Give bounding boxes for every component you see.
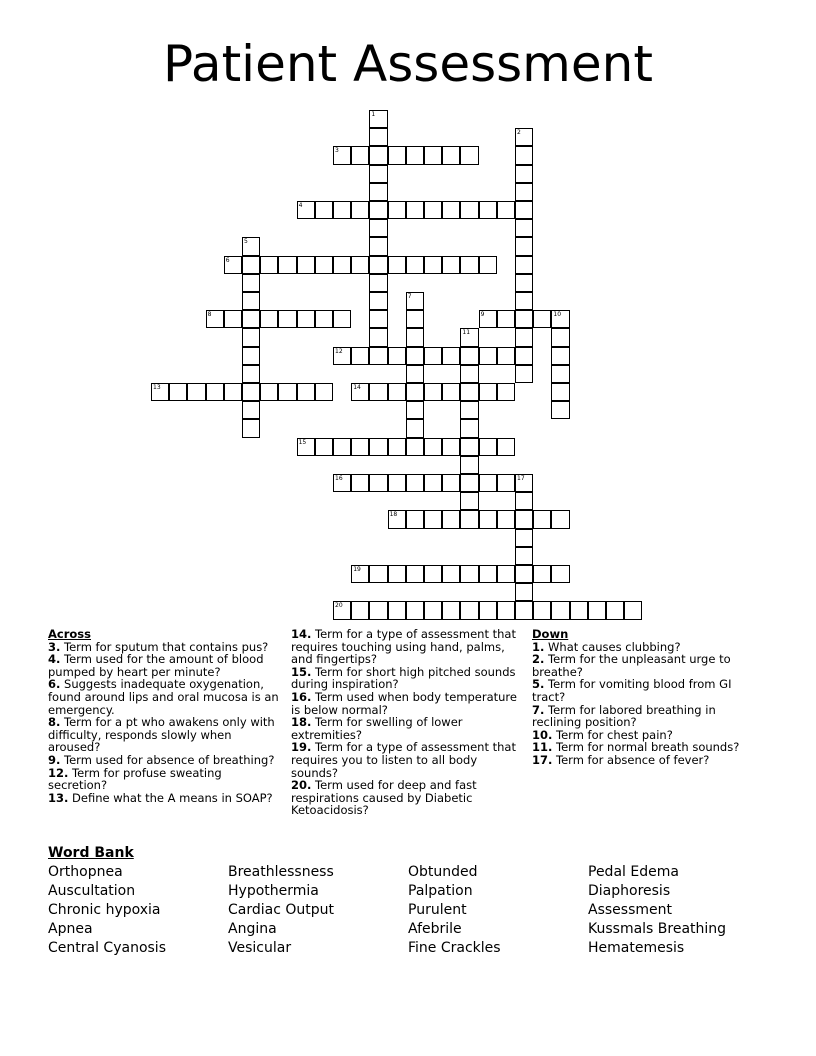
crossword-cell[interactable] bbox=[515, 274, 533, 292]
across-clue bbox=[291, 741, 527, 779]
crossword-cell[interactable] bbox=[497, 438, 515, 456]
crossword-cell[interactable] bbox=[479, 438, 497, 456]
crossword-cell[interactable] bbox=[242, 383, 260, 401]
clue-number: 17. bbox=[532, 752, 553, 767]
crossword-cell[interactable] bbox=[497, 474, 515, 492]
crossword-cell[interactable] bbox=[479, 201, 497, 219]
clue-text: Term used for absence of breathing? bbox=[60, 752, 275, 767]
clue-text: Term for sputum that contains pus? bbox=[60, 639, 269, 654]
clue-number: 12. bbox=[48, 765, 69, 780]
crossword-cell[interactable] bbox=[497, 201, 515, 219]
clue-text: Term for the unpleasant urge to breathe? bbox=[532, 652, 731, 679]
crossword-cell[interactable] bbox=[551, 328, 569, 346]
crossword-cell[interactable] bbox=[479, 565, 497, 583]
crossword-cell[interactable] bbox=[224, 310, 242, 328]
word-bank-column bbox=[48, 863, 166, 958]
crossword-cell[interactable] bbox=[406, 347, 424, 365]
crossword-cell[interactable] bbox=[351, 146, 369, 164]
crossword-cell[interactable] bbox=[242, 310, 260, 328]
cell-number: 1 bbox=[371, 111, 376, 118]
crossword-cell[interactable] bbox=[460, 201, 478, 219]
crossword-cell[interactable] bbox=[406, 438, 424, 456]
crossword-cell[interactable] bbox=[551, 601, 569, 619]
clue-text: Term for swelling of lower extremities? bbox=[291, 715, 463, 742]
clue-text: Term for normal breath sounds? bbox=[552, 740, 740, 755]
clue-number: 10. bbox=[532, 727, 553, 742]
crossword-cell[interactable] bbox=[406, 383, 424, 401]
crossword-cell[interactable] bbox=[388, 201, 406, 219]
crossword-cell[interactable] bbox=[533, 565, 551, 583]
crossword-cell[interactable] bbox=[515, 201, 533, 219]
crossword-cell[interactable] bbox=[406, 201, 424, 219]
crossword-cell[interactable] bbox=[333, 347, 351, 365]
word-bank-item: Central Cyanosis bbox=[48, 940, 166, 956]
crossword-cell[interactable] bbox=[388, 474, 406, 492]
crossword-cell[interactable] bbox=[551, 383, 569, 401]
across-clue bbox=[48, 678, 280, 716]
cell-number: 18 bbox=[389, 511, 398, 519]
word-bank-item: Fine Crackles bbox=[408, 940, 501, 956]
crossword-cell[interactable] bbox=[333, 256, 351, 274]
down-heading: Down bbox=[532, 627, 569, 641]
crossword-cell[interactable] bbox=[551, 365, 569, 383]
crossword-cell[interactable] bbox=[460, 256, 478, 274]
crossword-cell[interactable] bbox=[424, 510, 442, 528]
crossword-cell[interactable] bbox=[460, 456, 478, 474]
crossword-cell[interactable] bbox=[369, 383, 387, 401]
crossword-cell[interactable] bbox=[369, 565, 387, 583]
crossword-cell[interactable] bbox=[497, 565, 515, 583]
crossword-cell[interactable] bbox=[460, 601, 478, 619]
crossword-cell[interactable] bbox=[460, 328, 478, 346]
crossword-cell[interactable] bbox=[351, 474, 369, 492]
crossword-cell[interactable] bbox=[369, 347, 387, 365]
crossword-cell[interactable] bbox=[442, 256, 460, 274]
crossword-cell[interactable] bbox=[369, 310, 387, 328]
crossword-cell[interactable] bbox=[497, 383, 515, 401]
cell-number: 10 bbox=[553, 311, 562, 319]
crossword-cell[interactable] bbox=[369, 274, 387, 292]
crossword-cell[interactable] bbox=[515, 310, 533, 328]
crossword-cell[interactable] bbox=[515, 529, 533, 547]
crossword-cell[interactable] bbox=[369, 328, 387, 346]
crossword-cell[interactable] bbox=[369, 110, 387, 128]
crossword-cell[interactable] bbox=[442, 601, 460, 619]
crossword-cell[interactable] bbox=[460, 492, 478, 510]
crossword-cell[interactable] bbox=[406, 601, 424, 619]
cell-number: 11 bbox=[462, 329, 471, 337]
crossword-cell[interactable] bbox=[515, 165, 533, 183]
crossword-cell[interactable] bbox=[351, 256, 369, 274]
crossword-cell[interactable] bbox=[424, 474, 442, 492]
across-clue bbox=[291, 628, 527, 666]
crossword-cell[interactable] bbox=[460, 419, 478, 437]
clue-number: 14. bbox=[291, 627, 312, 641]
cell-number: 19 bbox=[353, 566, 361, 573]
crossword-cell[interactable] bbox=[515, 365, 533, 383]
crossword-cell[interactable] bbox=[333, 201, 351, 219]
clue-number: 4. bbox=[48, 652, 61, 667]
clue-text: Term for profuse sweating secretion? bbox=[48, 765, 222, 793]
crossword-cell[interactable] bbox=[351, 565, 369, 583]
cell-number: 3 bbox=[335, 147, 339, 155]
crossword-cell[interactable] bbox=[369, 601, 387, 619]
cell-number: 20 bbox=[335, 602, 343, 610]
crossword-cell[interactable] bbox=[278, 383, 296, 401]
crossword-cell[interactable] bbox=[369, 237, 387, 255]
crossword-cell[interactable] bbox=[624, 601, 642, 619]
across-clues-continued bbox=[291, 628, 527, 817]
clue-text: Term for a type of assessment that requires touching using hand, palms, and fingertips? bbox=[291, 627, 516, 667]
word-bank-item: Kussmals Breathing bbox=[588, 921, 727, 937]
crossword-cell[interactable] bbox=[460, 365, 478, 383]
clue-number: 2. bbox=[532, 652, 545, 667]
crossword-cell[interactable] bbox=[351, 601, 369, 619]
clue-number: 16. bbox=[291, 689, 312, 704]
crossword-cell[interactable] bbox=[460, 401, 478, 419]
crossword-cell[interactable] bbox=[442, 510, 460, 528]
crossword-cell[interactable] bbox=[406, 419, 424, 437]
crossword-cell[interactable] bbox=[388, 383, 406, 401]
clue-number: 11. bbox=[532, 740, 553, 755]
word-bank-title: Word Bank bbox=[48, 845, 134, 861]
crossword-cell[interactable] bbox=[479, 601, 497, 619]
crossword-cell[interactable] bbox=[242, 237, 260, 255]
crossword-cell[interactable] bbox=[369, 165, 387, 183]
crossword-cell[interactable] bbox=[315, 256, 333, 274]
crossword-cell[interactable] bbox=[551, 401, 569, 419]
crossword-cell[interactable] bbox=[333, 146, 351, 164]
crossword-cell[interactable] bbox=[406, 256, 424, 274]
clue-text: Term used for the amount of blood pumped by heart per minute? bbox=[48, 652, 264, 679]
crossword-cell[interactable] bbox=[551, 565, 569, 583]
crossword-cell[interactable] bbox=[351, 438, 369, 456]
crossword-cell[interactable] bbox=[515, 601, 533, 619]
word-bank-column bbox=[228, 863, 334, 958]
crossword-cell[interactable] bbox=[388, 256, 406, 274]
down-clue bbox=[532, 678, 742, 703]
crossword-cell[interactable] bbox=[442, 383, 460, 401]
crossword-cell[interactable] bbox=[369, 146, 387, 164]
crossword-cell[interactable] bbox=[515, 492, 533, 510]
crossword-cell[interactable] bbox=[315, 201, 333, 219]
crossword-cell[interactable] bbox=[497, 347, 515, 365]
crossword-cell[interactable] bbox=[242, 328, 260, 346]
crossword-cell[interactable] bbox=[551, 347, 569, 365]
word-bank-item: Assessment bbox=[588, 902, 672, 918]
crossword-cell[interactable] bbox=[442, 474, 460, 492]
word-bank-item: Angina bbox=[228, 921, 277, 937]
clue-number: 5. bbox=[532, 677, 545, 692]
crossword-cell[interactable] bbox=[369, 256, 387, 274]
crossword-cell[interactable] bbox=[479, 474, 497, 492]
crossword-cell[interactable] bbox=[479, 310, 497, 328]
down-clue bbox=[532, 653, 742, 678]
clue-number: 1. bbox=[532, 639, 545, 654]
across-clue bbox=[291, 666, 527, 691]
crossword-cell[interactable] bbox=[460, 510, 478, 528]
word-bank-item: Purulent bbox=[408, 902, 467, 918]
clue-text: Define what the A means in SOAP? bbox=[68, 790, 273, 805]
crossword-cell[interactable] bbox=[369, 219, 387, 237]
crossword-cell[interactable] bbox=[315, 310, 333, 328]
crossword-cell[interactable] bbox=[406, 310, 424, 328]
crossword-cell[interactable] bbox=[297, 383, 315, 401]
across-clue bbox=[291, 691, 527, 716]
crossword-cell[interactable] bbox=[515, 328, 533, 346]
crossword-cell[interactable] bbox=[442, 565, 460, 583]
word-bank-item: Pedal Edema bbox=[588, 864, 679, 880]
crossword-cell[interactable] bbox=[479, 347, 497, 365]
down-clues bbox=[532, 628, 742, 767]
crossword-cell[interactable] bbox=[533, 310, 551, 328]
crossword-cell[interactable] bbox=[515, 565, 533, 583]
across-clue bbox=[48, 792, 280, 805]
clue-text: Term used when body temperature is below normal? bbox=[291, 689, 517, 717]
crossword-cell[interactable] bbox=[278, 256, 296, 274]
crossword-cell[interactable] bbox=[369, 201, 387, 219]
crossword-cell[interactable] bbox=[424, 347, 442, 365]
crossword-cell[interactable] bbox=[406, 510, 424, 528]
crossword-cell[interactable] bbox=[515, 474, 533, 492]
crossword-cell[interactable] bbox=[351, 383, 369, 401]
cell-number: 12 bbox=[335, 347, 343, 355]
clue-number: 8. bbox=[48, 715, 61, 730]
clue-text: Term for a pt who awakens only with difficulty, responds slowly when aroused? bbox=[48, 715, 275, 755]
across-clue bbox=[291, 779, 527, 817]
crossword-cell[interactable] bbox=[442, 347, 460, 365]
clue-text: Term for vomiting blood from GI tract? bbox=[532, 677, 732, 704]
crossword-cell[interactable] bbox=[224, 383, 242, 401]
crossword-cell[interactable] bbox=[333, 310, 351, 328]
crossword-cell[interactable] bbox=[388, 565, 406, 583]
crossword-cell[interactable] bbox=[297, 256, 315, 274]
crossword-cell[interactable] bbox=[242, 292, 260, 310]
crossword-cell[interactable] bbox=[406, 328, 424, 346]
crossword-cell[interactable] bbox=[388, 438, 406, 456]
crossword-cell[interactable] bbox=[260, 310, 278, 328]
crossword-cell[interactable] bbox=[515, 547, 533, 565]
crossword-cell[interactable] bbox=[515, 583, 533, 601]
crossword-cell[interactable] bbox=[388, 347, 406, 365]
crossword-cell[interactable] bbox=[606, 601, 624, 619]
crossword-cell[interactable] bbox=[515, 128, 533, 146]
crossword-cell[interactable] bbox=[297, 310, 315, 328]
crossword-cell[interactable] bbox=[460, 474, 478, 492]
word-bank-item: Afebrile bbox=[408, 921, 462, 937]
clue-text: Term for chest pain? bbox=[552, 727, 673, 742]
crossword-cell[interactable] bbox=[278, 310, 296, 328]
word-bank-item: Palpation bbox=[408, 883, 473, 899]
crossword-cell[interactable] bbox=[533, 601, 551, 619]
clue-text: Term for short high pitched sounds during inspiration? bbox=[291, 664, 516, 692]
crossword-cell[interactable] bbox=[315, 383, 333, 401]
word-bank-item: Vesicular bbox=[228, 940, 292, 956]
clue-number: 19. bbox=[291, 740, 312, 755]
crossword-cell[interactable] bbox=[315, 438, 333, 456]
crossword-cell[interactable] bbox=[406, 146, 424, 164]
crossword-cell[interactable] bbox=[424, 256, 442, 274]
crossword-cell[interactable] bbox=[515, 183, 533, 201]
cell-number: 2 bbox=[517, 129, 521, 137]
crossword-cell[interactable] bbox=[260, 256, 278, 274]
crossword-cell[interactable] bbox=[424, 383, 442, 401]
crossword-cell[interactable] bbox=[479, 383, 497, 401]
crossword-cell[interactable] bbox=[388, 146, 406, 164]
crossword-cell[interactable] bbox=[460, 438, 478, 456]
crossword-cell[interactable] bbox=[424, 201, 442, 219]
crossword-cell[interactable] bbox=[442, 438, 460, 456]
clue-number: 3. bbox=[48, 639, 61, 654]
crossword-cell[interactable] bbox=[297, 201, 315, 219]
cell-number: 8 bbox=[207, 311, 212, 319]
across-clue bbox=[48, 653, 280, 678]
word-bank-column bbox=[588, 863, 726, 958]
clue-number: 15. bbox=[291, 664, 312, 679]
word-bank-item: Cardiac Output bbox=[228, 902, 334, 918]
crossword-cell[interactable] bbox=[460, 383, 478, 401]
crossword-cell[interactable] bbox=[369, 292, 387, 310]
cell-number: 9 bbox=[480, 311, 485, 319]
crossword-cell[interactable] bbox=[588, 601, 606, 619]
crossword-cell[interactable] bbox=[424, 438, 442, 456]
word-bank-column bbox=[408, 863, 501, 958]
cell-number: 13 bbox=[153, 384, 161, 391]
word-bank-item: Hematemesis bbox=[588, 940, 685, 956]
crossword-cell[interactable] bbox=[479, 256, 497, 274]
cell-number: 16 bbox=[335, 475, 343, 482]
across-clues bbox=[48, 628, 280, 804]
word-bank-item: Orthopnea bbox=[48, 864, 123, 880]
crossword-cell[interactable] bbox=[570, 601, 588, 619]
crossword-cell[interactable] bbox=[351, 201, 369, 219]
clue-number: 20. bbox=[291, 778, 312, 793]
down-clue bbox=[532, 754, 742, 767]
crossword-cell[interactable] bbox=[388, 510, 406, 528]
crossword-cell[interactable] bbox=[369, 474, 387, 492]
crossword-cell[interactable] bbox=[333, 601, 351, 619]
crossword-cell[interactable] bbox=[187, 383, 205, 401]
clue-number: 6. bbox=[48, 677, 61, 692]
word-bank-item: Hypothermia bbox=[228, 883, 319, 899]
clue-text: Term for a type of assessment that requires you to listen to all body sounds? bbox=[291, 740, 516, 780]
cell-number: 5 bbox=[244, 238, 248, 246]
crossword-cell[interactable] bbox=[551, 510, 569, 528]
crossword-cell[interactable] bbox=[242, 274, 260, 292]
clue-number: 13. bbox=[48, 790, 69, 805]
crossword-cell[interactable] bbox=[333, 438, 351, 456]
crossword-cell[interactable] bbox=[515, 146, 533, 164]
crossword-cell[interactable] bbox=[424, 601, 442, 619]
crossword-cell[interactable] bbox=[242, 419, 260, 437]
clue-text: What causes clubbing? bbox=[544, 639, 681, 654]
word-bank-item: Breathlessness bbox=[228, 864, 334, 880]
crossword-cell[interactable] bbox=[515, 256, 533, 274]
word-bank-item: Chronic hypoxia bbox=[48, 902, 161, 918]
crossword-cell[interactable] bbox=[369, 438, 387, 456]
cell-number: 7 bbox=[407, 293, 412, 300]
crossword-cell[interactable] bbox=[242, 256, 260, 274]
crossword-cell[interactable] bbox=[442, 201, 460, 219]
crossword-cell[interactable] bbox=[206, 310, 224, 328]
clue-text: Term used for deep and fast respirations caused by Diabetic Ketoacidosis? bbox=[291, 778, 477, 818]
crossword-cell[interactable] bbox=[297, 438, 315, 456]
crossword-cell[interactable] bbox=[460, 146, 478, 164]
crossword-cell[interactable] bbox=[533, 510, 551, 528]
crossword-cell[interactable] bbox=[515, 292, 533, 310]
across-clue bbox=[291, 716, 527, 741]
crossword-cell[interactable] bbox=[406, 565, 424, 583]
crossword-cell[interactable] bbox=[515, 219, 533, 237]
cell-number: 15 bbox=[298, 438, 307, 446]
clue-number: 18. bbox=[291, 715, 312, 730]
crossword-cell[interactable] bbox=[515, 237, 533, 255]
crossword-cell[interactable] bbox=[406, 401, 424, 419]
word-bank-item: Obtunded bbox=[408, 864, 478, 880]
crossword-cell[interactable] bbox=[515, 510, 533, 528]
crossword-cell[interactable] bbox=[515, 347, 533, 365]
crossword-cell[interactable] bbox=[424, 565, 442, 583]
crossword-cell[interactable] bbox=[406, 365, 424, 383]
crossword-cell[interactable] bbox=[369, 128, 387, 146]
crossword-cell[interactable] bbox=[333, 474, 351, 492]
crossword-cell[interactable] bbox=[460, 565, 478, 583]
crossword-cell[interactable] bbox=[460, 347, 478, 365]
crossword-cell[interactable] bbox=[497, 310, 515, 328]
cell-number: 14 bbox=[353, 384, 361, 391]
crossword-cell[interactable] bbox=[242, 401, 260, 419]
crossword-cell[interactable] bbox=[242, 365, 260, 383]
crossword-cell[interactable] bbox=[151, 383, 169, 401]
clue-text: Suggests inadequate oxygenation, found around lips and oral mucosa is an emergency. bbox=[48, 677, 279, 717]
crossword-cell[interactable] bbox=[351, 347, 369, 365]
crossword-cell[interactable] bbox=[242, 347, 260, 365]
cell-number: 4 bbox=[298, 202, 303, 209]
crossword-cell[interactable] bbox=[260, 383, 278, 401]
crossword-cell[interactable] bbox=[169, 383, 187, 401]
crossword-cell[interactable] bbox=[206, 383, 224, 401]
crossword-cell[interactable] bbox=[406, 292, 424, 310]
crossword-cell[interactable] bbox=[479, 510, 497, 528]
across-heading: Across bbox=[48, 627, 91, 641]
crossword-cell[interactable] bbox=[497, 601, 515, 619]
crossword-cell[interactable] bbox=[497, 510, 515, 528]
clue-number: 9. bbox=[48, 752, 61, 767]
down-clue bbox=[532, 704, 742, 729]
cell-number: 17 bbox=[517, 475, 525, 482]
crossword-cell[interactable] bbox=[369, 183, 387, 201]
word-bank-item: Diaphoresis bbox=[588, 883, 671, 899]
clue-text: Term for labored breathing in reclining position? bbox=[532, 702, 716, 730]
across-clue bbox=[48, 767, 280, 792]
word-bank-item: Auscultation bbox=[48, 883, 136, 899]
across-clue bbox=[48, 716, 280, 754]
clue-number: 7. bbox=[532, 702, 545, 717]
word-bank-item: Apnea bbox=[48, 921, 93, 937]
crossword-cell[interactable] bbox=[388, 601, 406, 619]
crossword-cell[interactable] bbox=[442, 146, 460, 164]
page-title: Patient Assessment bbox=[163, 35, 653, 93]
cell-number: 6 bbox=[225, 256, 230, 264]
crossword-cell[interactable] bbox=[406, 474, 424, 492]
crossword-cell[interactable] bbox=[551, 310, 569, 328]
crossword-cell[interactable] bbox=[224, 256, 242, 274]
crossword-cell[interactable] bbox=[424, 146, 442, 164]
clue-text: Term for absence of fever? bbox=[552, 752, 710, 767]
